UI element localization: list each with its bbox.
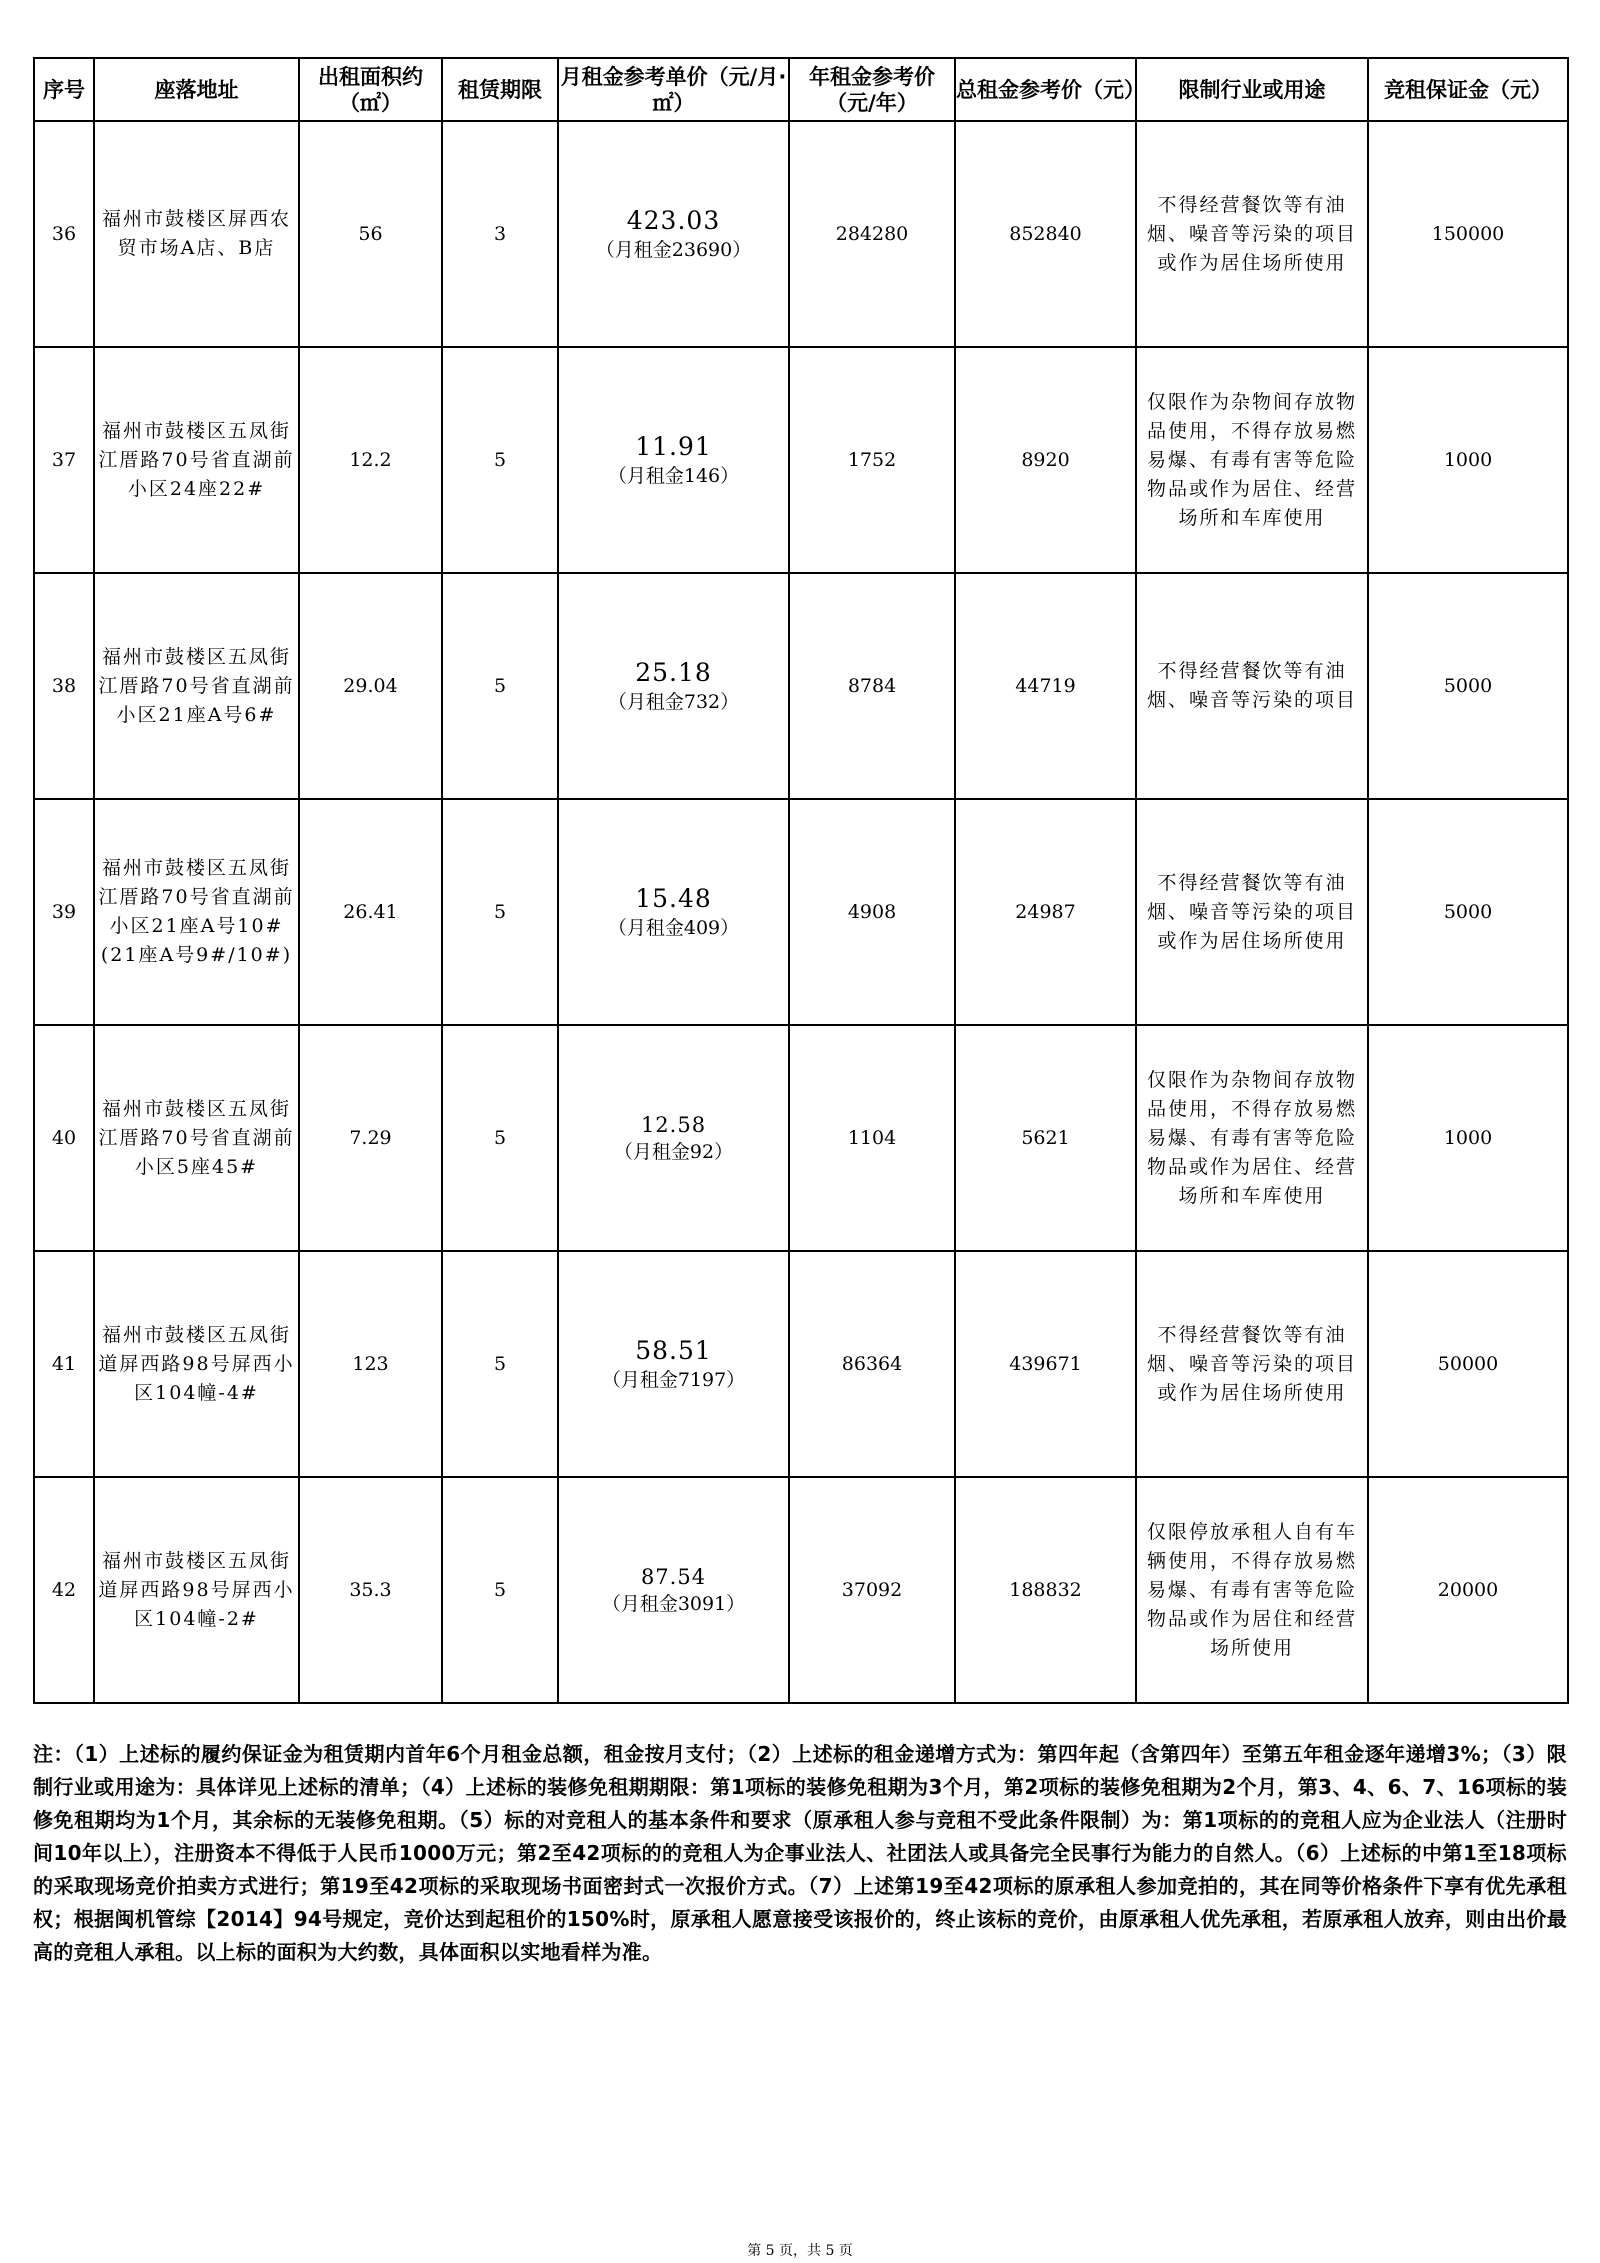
cell-no: 42	[34, 1477, 94, 1703]
cell-address: 福州市鼓楼区五凤街江厝路70号省直湖前小区21座A号6#	[94, 573, 299, 799]
cell-restriction: 仅限停放承租人自有车辆使用，不得存放易燃易爆、有毒有害等危险物品或作为居住和经营场所使用	[1136, 1477, 1368, 1703]
cell-deposit: 150000	[1368, 121, 1568, 347]
cell-no: 39	[34, 799, 94, 1025]
cell-unit-price	[558, 1477, 789, 1703]
unit-price-value: 58.51	[635, 1336, 712, 1365]
cell-address: 福州市鼓楼区五凤街道屏西路98号屏西小区104幢-2#	[94, 1477, 299, 1703]
cell-total: 188832	[955, 1477, 1136, 1703]
monthly-rent: （月租金732）	[607, 691, 740, 713]
cell-area: 123	[299, 1251, 442, 1477]
monthly-rent: （月租金146）	[607, 465, 740, 487]
cell-no: 38	[34, 573, 94, 799]
cell-term: 5	[442, 1025, 558, 1251]
page-number: 第 5 页，共 5 页	[747, 2243, 853, 2259]
cell-restriction: 不得经营餐饮等有油烟、噪音等污染的项目或作为居住场所使用	[1136, 1251, 1368, 1477]
cell-area: 35.3	[299, 1477, 442, 1703]
cell-deposit: 1000	[1368, 347, 1568, 573]
cell-total: 8920	[955, 347, 1136, 573]
cell-deposit: 5000	[1368, 799, 1568, 1025]
rental-table	[33, 57, 1569, 1704]
header-annual: 年租金参考价（元/年）	[789, 58, 955, 121]
cell-restriction: 仅限作为杂物间存放物品使用，不得存放易燃易爆、有毒有害等危险物品或作为居住、经营场所和车库使用	[1136, 347, 1368, 573]
cell-restriction: 不得经营餐饮等有油烟、噪音等污染的项目	[1136, 573, 1368, 799]
header-restriction: 限制行业或用途	[1136, 58, 1368, 121]
table-row	[34, 1251, 1568, 1477]
cell-area: 12.2	[299, 347, 442, 573]
cell-annual: 1752	[789, 347, 955, 573]
cell-unit-price	[558, 1025, 789, 1251]
unit-price-value: 87.54	[640, 1565, 707, 1589]
monthly-rent: （月租金92）	[613, 1141, 734, 1163]
table-row	[34, 1025, 1568, 1251]
monthly-rent: （月租金7197）	[601, 1369, 746, 1391]
cell-no: 36	[34, 121, 94, 347]
cell-no: 40	[34, 1025, 94, 1251]
unit-price-value: 12.58	[640, 1113, 707, 1137]
cell-deposit: 1000	[1368, 1025, 1568, 1251]
cell-area: 7.29	[299, 1025, 442, 1251]
cell-area: 29.04	[299, 573, 442, 799]
cell-annual: 37092	[789, 1477, 955, 1703]
table-row	[34, 799, 1568, 1025]
cell-restriction: 不得经营餐饮等有油烟、噪音等污染的项目或作为居住场所使用	[1136, 121, 1368, 347]
cell-term: 5	[442, 799, 558, 1025]
cell-annual: 4908	[789, 799, 955, 1025]
cell-unit-price	[558, 799, 789, 1025]
cell-unit-price	[558, 121, 789, 347]
cell-deposit: 50000	[1368, 1251, 1568, 1477]
monthly-rent: （月租金3091）	[601, 1593, 746, 1615]
monthly-rent: （月租金23690）	[595, 239, 752, 261]
cell-unit-price	[558, 573, 789, 799]
header-area: 出租面积约（㎡）	[299, 58, 442, 121]
unit-price-value: 11.91	[635, 432, 712, 461]
cell-address: 福州市鼓楼区五凤街江厝路70号省直湖前小区21座A号10#(21座A号9#/10#)	[94, 799, 299, 1025]
table-row	[34, 121, 1568, 347]
cell-total: 852840	[955, 121, 1136, 347]
cell-deposit: 20000	[1368, 1477, 1568, 1703]
table-row	[34, 573, 1568, 799]
cell-area: 26.41	[299, 799, 442, 1025]
cell-unit-price	[558, 1251, 789, 1477]
cell-term: 5	[442, 573, 558, 799]
cell-address: 福州市鼓楼区屏西农贸市场A店、B店	[94, 121, 299, 347]
cell-total: 5621	[955, 1025, 1136, 1251]
header-total: 总租金参考价（元）	[955, 58, 1136, 121]
unit-price-value: 423.03	[626, 206, 721, 235]
table-header-row	[34, 58, 1568, 121]
cell-address: 福州市鼓楼区五凤街江厝路70号省直湖前小区5座45#	[94, 1025, 299, 1251]
cell-annual: 284280	[789, 121, 955, 347]
cell-no: 41	[34, 1251, 94, 1477]
cell-term: 3	[442, 121, 558, 347]
header-address: 座落地址	[94, 58, 299, 121]
monthly-rent: （月租金409）	[607, 917, 740, 939]
unit-price-value: 25.18	[635, 658, 712, 687]
cell-term: 5	[442, 1477, 558, 1703]
header-deposit: 竞租保证金（元）	[1368, 58, 1568, 121]
cell-no: 37	[34, 347, 94, 573]
table-row	[34, 347, 1568, 573]
unit-price-value: 15.48	[635, 884, 712, 913]
cell-term: 5	[442, 1251, 558, 1477]
cell-annual: 86364	[789, 1251, 955, 1477]
cell-total: 439671	[955, 1251, 1136, 1477]
table-row	[34, 1477, 1568, 1703]
header-no: 序号	[34, 58, 94, 121]
cell-address: 福州市鼓楼区五凤街道屏西路98号屏西小区104幢-4#	[94, 1251, 299, 1477]
cell-unit-price	[558, 347, 789, 573]
cell-address: 福州市鼓楼区五凤街江厝路70号省直湖前小区24座22#	[94, 347, 299, 573]
cell-annual: 1104	[789, 1025, 955, 1251]
cell-restriction: 不得经营餐饮等有油烟、噪音等污染的项目或作为居住场所使用	[1136, 799, 1368, 1025]
cell-total: 44719	[955, 573, 1136, 799]
cell-term: 5	[442, 347, 558, 573]
cell-deposit: 5000	[1368, 573, 1568, 799]
header-unit-price: 月租金参考单价（元/月·㎡）	[558, 58, 789, 121]
cell-total: 24987	[955, 799, 1136, 1025]
cell-annual: 8784	[789, 573, 955, 799]
cell-restriction: 仅限作为杂物间存放物品使用，不得存放易燃易爆、有毒有害等危险物品或作为居住、经营场所和车库使用	[1136, 1025, 1368, 1251]
header-term: 租赁期限	[442, 58, 558, 121]
cell-area: 56	[299, 121, 442, 347]
notes-paragraph: 注：（1）上述标的履约保证金为租赁期内首年6个月租金总额，租金按月支付；（2）上述标的租金递增方式为：第四年起（含第四年）至第五年租金逐年递增3%；（3）限制行业或用途为：具体详见上述标的清单；（4）上述标的装修免租期期限：第1项标的装修免租期为3个月，第2项标的装修免租期为2个月，第3、4、6、7、16项标的装修免租期均为1个月，其余标的无装修免租期。（5）标的对竞租人的基本条件和要求（原承租人参与竞租不受此条件限制）为：第1项标的的竞租人应为企业法人（注册时间10年以上），注册资本不得低于人民币1000万元；第2至42项标的的竞租人为企事业法人、社团法人或具备完全民事行为能力的自然人。（6）上述标的中第1至18项标的采取现场竞价拍卖方式进行；第19至42项标的采取现场书面密封式一次报价方式。（7）上述第19至42项标的原承租人参加竞拍的，其在同等价格条件下享有优先承租权；根据闽机管综【2014】94号规定，竞价达到起租价的150%时，原承租人愿意接受该报价的，终止该标的竞价，由原承租人优先承租，若原承租人放弃，则由出价最高的竞租人承租。以上标的面积为大约数，具体面积以实地看样为准。	[33, 1742, 1567, 1964]
